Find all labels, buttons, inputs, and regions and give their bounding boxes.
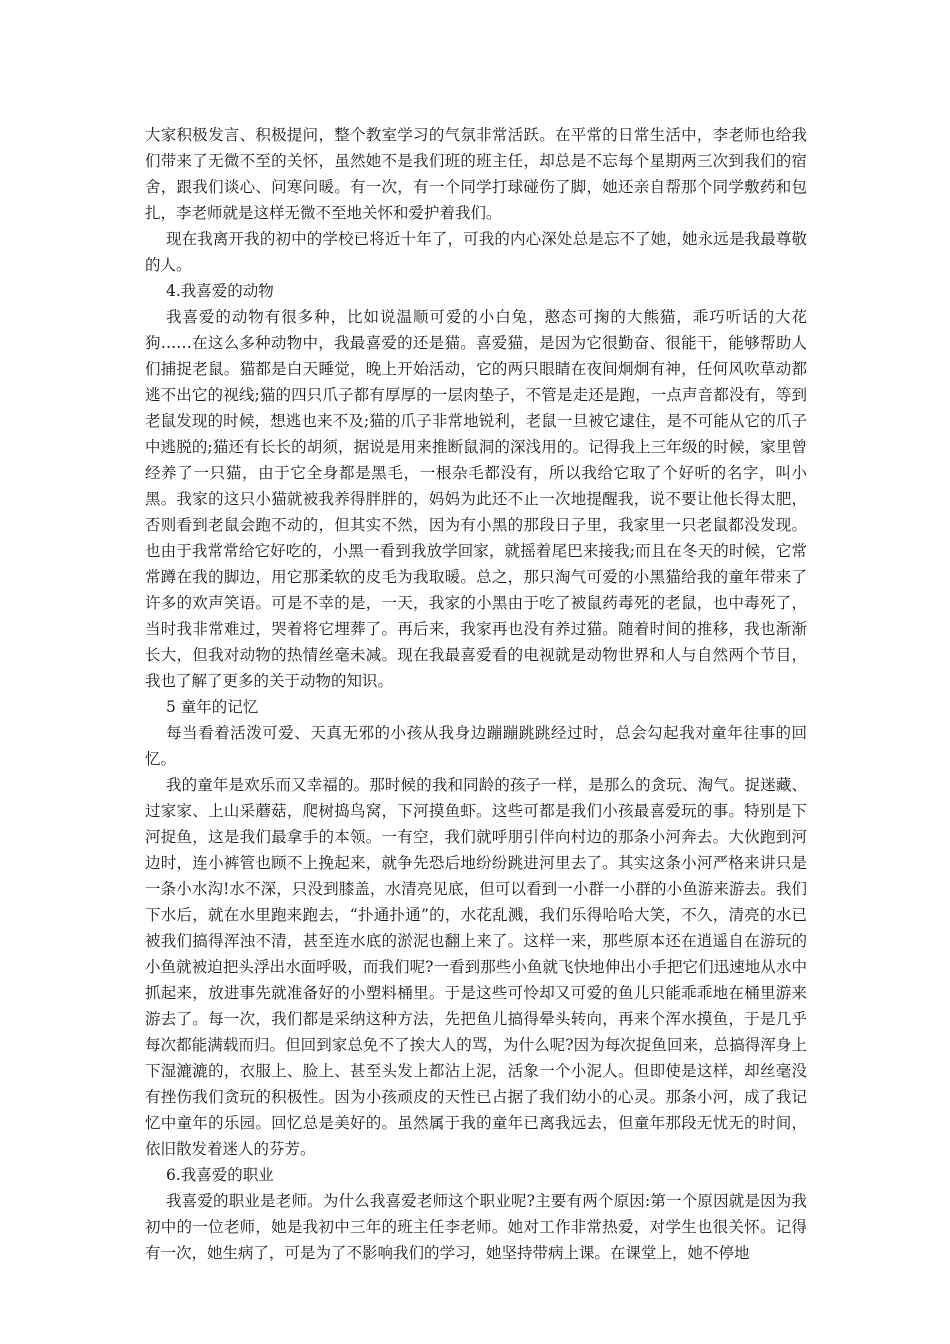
paragraph: 我喜爱的职业是老师。为什么我喜爱老师这个职业呢?主要有两个原因:第一个原因就是因为我初中的一位老师，她是我初中三年的班主任李老师。她对工作非常热爱，对学生也很关怀。记得有一次，她生病了，可是为了不影响我们的学习，她坚持带病上课。在课堂上，她不停地 (145, 1192, 807, 1262)
paragraph: 每当看着活泼可爱、天真无邪的小孩从我身边蹦蹦跳跳经过时，总会勾起我对童年往事的回忆。 (145, 724, 807, 768)
section-heading: 4.我喜爱的动物 (166, 282, 274, 300)
section-heading: 5 童年的记忆 (166, 698, 259, 716)
paragraph: 我喜爱的动物有很多种，比如说温顺可爱的小白兔，憨态可掬的大熊猫，乖巧听话的大花狗……在这么多种动物中，我最喜爱的还是猫。喜爱猫，是因为它很勤奋、很能干，能够帮助人们捕捉老鼠。猫都是白天睡觉，晚上开始活动，它的两只眼睛在夜间炯炯有神，任何风吹草动都逃不出它的视线;猫的四只爪子都有厚厚的一层肉垫子，不管是走还是跑，一点声音都没有，等到老鼠发现的时候，想逃也来不及;猫的爪子非常地锐利，老鼠一旦被它逮住，是不可能从它的爪子中逃脱的;猫还有长长的胡须，据说是用来推断鼠洞的深浅用的。记得我上三年级的时候，家里曾经养了一只猫，由于它全身都是黑毛，一根杂毛都没有，所以我给它取了个好听的名字，叫小黑。我家的这只小猫就被我养得胖胖的，妈妈为此还不止一次地提醒我，说不要让他长得太肥，否则看到老鼠会跑不动的，但其实不然，因为有小黑的那段日子里，我家里一只老鼠都没发现。也由于我常常给它好吃的，小黑一看到我放学回家，就摇着尾巴来接我;而且在冬天的时候，它常常蹲在我的脚边，用它那柔软的皮毛为我取暖。总之，那只淘气可爱的小黑猫给我的童年带来了许多的欢声笑语。可是不幸的是，一天，我家的小黑由于吃了被鼠药毒死的老鼠，也中毒死了，当时我非常难过，哭着将它埋葬了。再后来，我家再也没有养过猫。随着时间的推移，我也渐渐长大，但我对动物的热情丝毫未减。现在我最喜爱看的电视就是动物世界和人与自然两个节目，我也了解了更多的关于动物的知识。 (145, 308, 807, 690)
document-page (145, 122, 807, 1266)
paragraph: 现在我离开我的初中的学校已将近十年了，可我的内心深处总是忘不了她，她永远是我最尊敬的人。 (145, 230, 807, 274)
paragraph: 我的童年是欢乐而又幸福的。那时候的我和同龄的孩子一样，是那么的贪玩、淘气。捉迷藏、过家家、上山采蘑菇，爬树捣鸟窝，下河摸鱼虾。这些可都是我们小孩最喜爱玩的事。特别是下河捉鱼，这是我们最拿手的本领。一有空，我们就呼朋引伴向村边的那条小河奔去。大伙跑到河边时，连小裤管也顾不上挽起来，就争先恐后地纷纷跳进河里去了。其实这条小河严格来讲只是一条小水沟!水不深，只没到膝盖，水清亮见底，但可以看到一小群一小群的小鱼游来游去。我们下水后，就在水里跑来跑去，“扑通扑通”的，水花乱溅，我们乐得哈哈大笑，不久，清亮的水已被我们搞得浑浊不清，甚至连水底的淤泥也翻上来了。这样一来，那些原本还在逍遥自在游玩的小鱼就被迫把头浮出水面呼吸，而我们呢?一看到那些小鱼就飞快地伸出小手把它们迅速地从水中抓起来，放进事先就准备好的小塑料桶里。于是这些可怜却又可爱的鱼儿只能乖乖地在桶里游来游去了。每一次，我们都是采纳这种方法，先把鱼儿搞得晕头转向，再来个浑水摸鱼，于是几乎每次都能满载而归。但回到家总免不了挨大人的骂，为什么呢?因为每次捉鱼回来，总搞得浑身上下湿漉漉的，衣服上、脸上、甚至头发上都沾上泥，活象一个小泥人。但即使是这样，却丝毫没有挫伤我们贪玩的积极性。因为小孩顽皮的天性已占据了我们幼小的心灵。那条小河，成了我记忆中童年的乐园。回忆总是美好的。虽然属于我的童年已离我远去，但童年那段无忧无的时间，依旧散发着迷人的芬芳。 (145, 776, 807, 1158)
section-heading: 6.我喜爱的职业 (166, 1166, 274, 1184)
paragraph: 大家积极发言、积极提问，整个教室学习的气氛非常活跃。在平常的日常生活中，李老师也给我们带来了无微不至的关怀，虽然她不是我们班的班主任，却总是不忘每个星期两三次到我们的宿舍，跟我们谈心、问寒问暖。有一次，有一个同学打球碰伤了脚，她还亲自帮那个同学敷药和包扎，李老师就是这样无微不至地关怀和爱护着我们。 (145, 126, 807, 222)
